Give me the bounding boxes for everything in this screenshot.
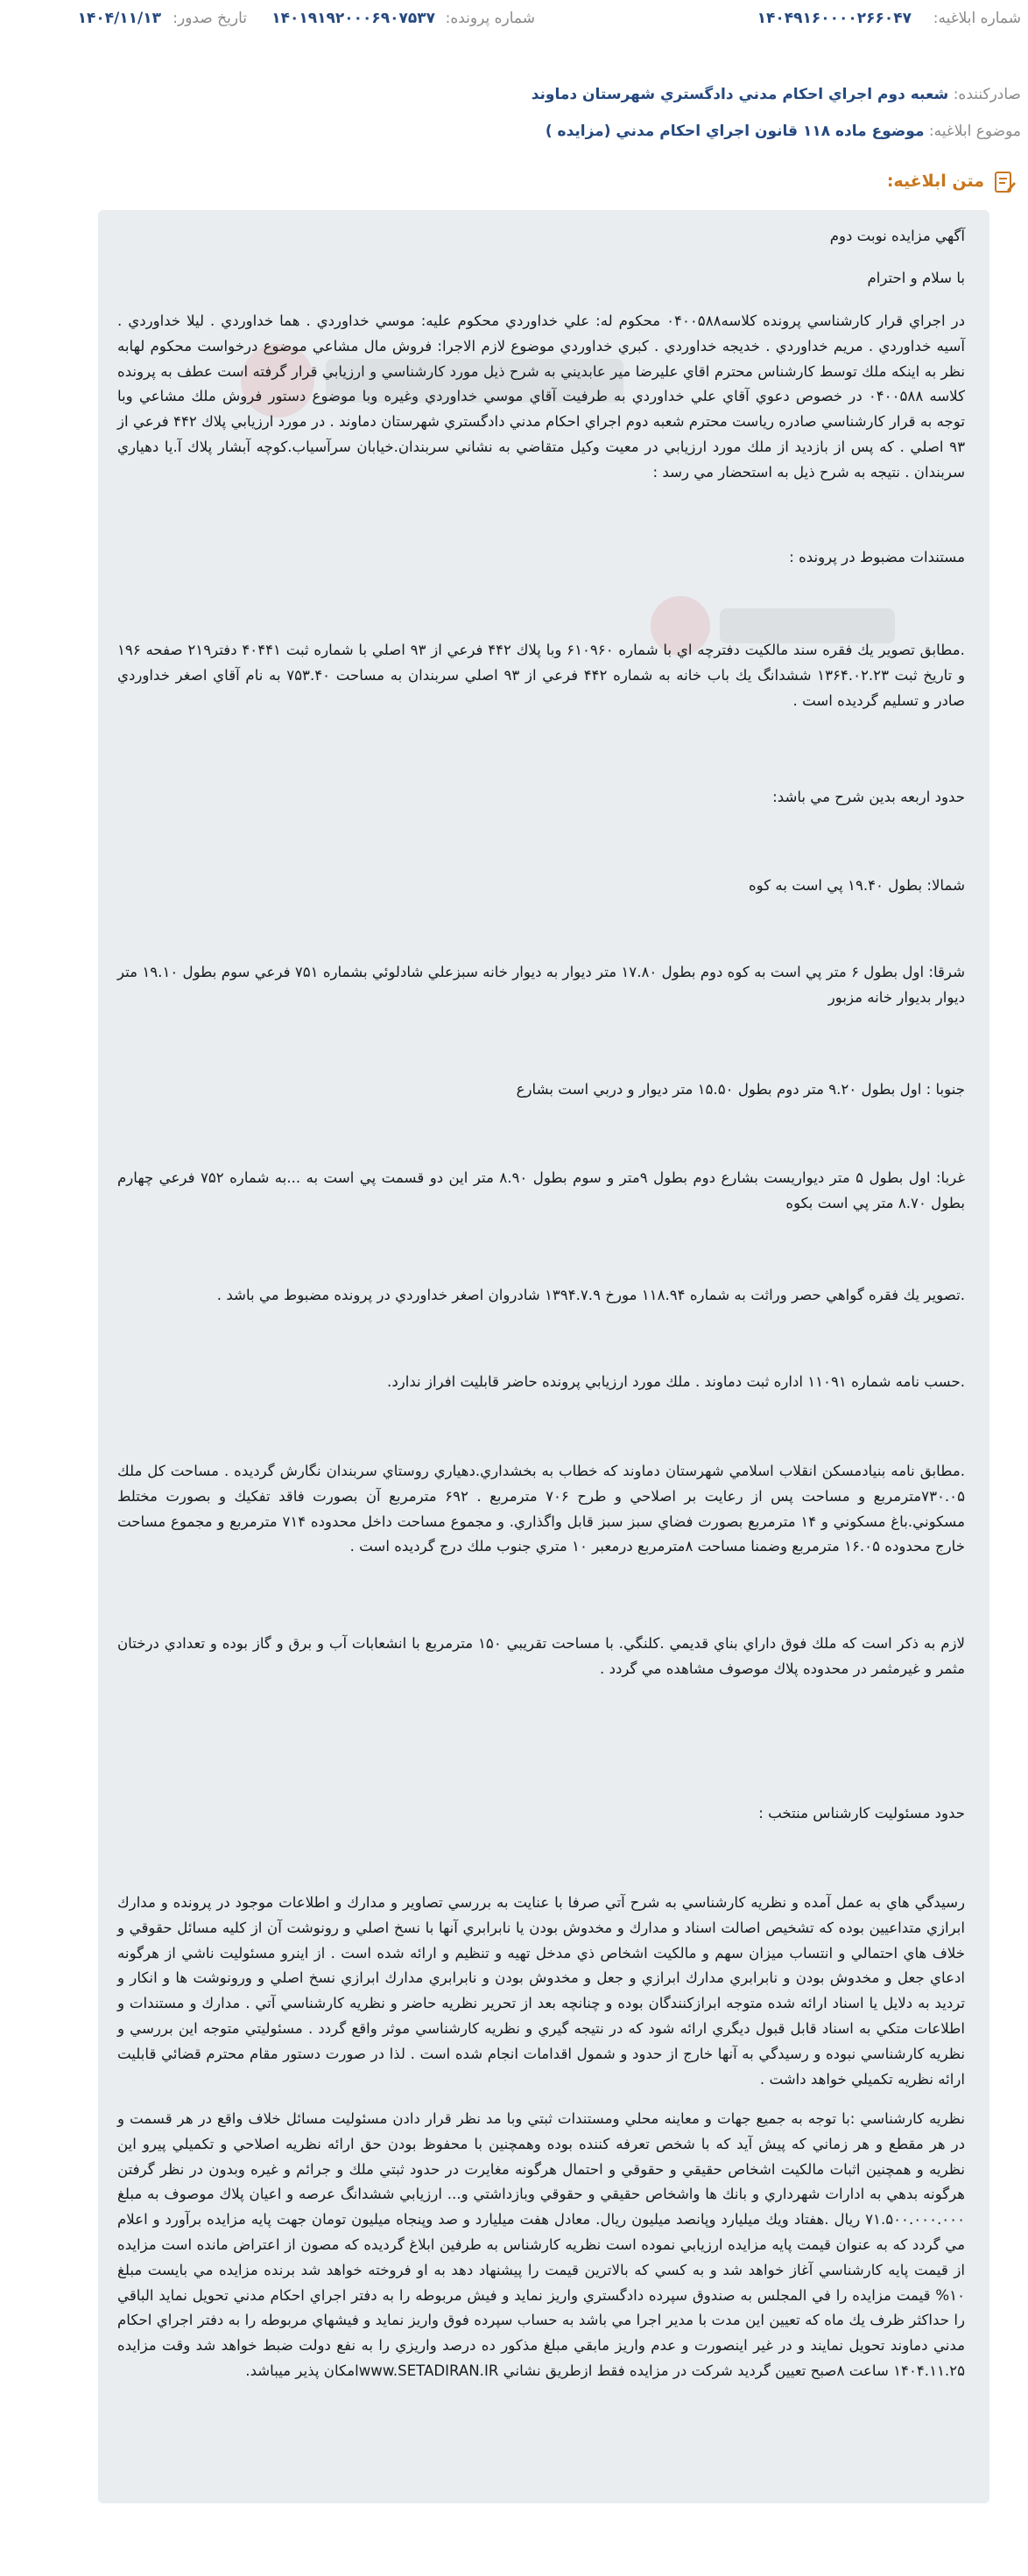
section-title-row	[0, 166, 1028, 201]
subject-line	[546, 123, 1021, 140]
body-paragraph: شرقا: اول بطول ۶ متر پي است به كوه دوم بطول ۱۷.۸۰ متر ديوار به ديوار خانه سبزعلي شادلوئي بشماره ۷۵۱ فرعي سوم بطول ۱۹.۱۰ متر ديوار بديوار خانه مزبور	[117, 964, 965, 1006]
body-paragraph: .مطابق نامه بنيادمسكن انقلاب اسلامي شهرستان دماوند كه خطاب به بخشداري.دهياري روستاي سربندان نگارش گرديده . مساحت كل ملك ۷۳۰.۰۵مترمربع و مساحت پس از رعايت بر اصلاحي و طرح ۷۰۶ مترمربع . ۶۹۲ مترمربع آن بصورت فاقد تفكيك و بصورت مختلط مسكوني.باغ مسكوني و ۱۴ مترمربع بصورت فضاي سبز سبز قابل واگذاري. و مجموع مساحت داخل محدوده ۷۱۴ مترمربع و مجموع مساحت خارج محدوده ۱۶.۰۵ مترمربع وضمنا مساحت ۸مترمربع درمعبر ۱۰ متري جنوب ملك درج گرديده است .	[117, 1463, 966, 1555]
section-title: متن ابلاغيه:	[886, 172, 984, 191]
case-number-label: شماره پرونده:	[445, 10, 535, 27]
issuer-line	[532, 86, 1021, 103]
issue-date: ۱۴۰۴/۱۱/۱۳	[77, 10, 161, 27]
header-row-1	[0, 0, 1028, 35]
body-paragraph: لازم به ذكر است كه ملك فوق داراي بناي قديمي .كلنگي. با مساحت تقريبي ۱۵۰ مترمربع با انشعابات آب و برق و گاز بوده و تعدادي درختان مثمر و غيرمثمر در محدوده پلاك موصوف مشاهده مي گردد .	[117, 1635, 965, 1677]
document-edit-icon	[993, 169, 1016, 195]
body-paragraph: جنوبا : اول بطول ۹.۲۰ متر دوم بطول ۱۵.۵۰ متر ديوار و دربي است بشارع	[516, 1081, 965, 1098]
issuer-label: صادرکننده:	[953, 86, 1021, 103]
body-paragraph: با سلام و احترام	[867, 270, 965, 286]
notice-number-label: شماره ابلاغيه:	[933, 10, 1021, 27]
body-paragraph: .حسب نامه شماره ۱۱۰۹۱ اداره ثبت دماوند . ملك مورد ارزيابي پرونده حاضر قابليت افراز ندارد.	[387, 1373, 965, 1390]
body-paragraph: مستندات مضبوط در پرونده :	[789, 549, 965, 565]
body-paragraph: آگهي مزايده نوبت دوم	[829, 228, 965, 244]
body-paragraph: رسيدگي هاي به عمل آمده و نظريه كارشناسي به شرح آتي صرفا با عنايت به بررسي تصاوير و مدارك و اطلاعات موجود در پرونده و مدارك ابرازي متداعيين بوده كه تشخيص اصالت اسناد و مدارك و مخدوش بودن يا نابرابري آنها با نسخ اصلي و رونوشت آن از كليه مسائل حقوقي و خلاف هاي احتمالي و انتساب ميزان سهم و مالكيت اشخاص ذي مدخل تهيه و تنظيم و ارائه شده است . از اينرو مسئوليت ناشي از هرگونه ادعاي جعل و مخدوش بودن و نابرابري مدارك ابرازي و جعل و مخدوش بودن و نابرابري مدارك ابرازي نسخ اصلي و ورونوشت ها و انكار و ترديد به دلايل يا اسناد ارائه شده متوجه ابرازكنندگان بوده و چنانچه بعد از تحرير نظريه حاضر و نظريه كارشناسي آتي . مدارك و مستندات و اطلاعات متكي به اسناد قابل قبول ديگري ارائه شود كه در نتيجه گيري و نظريه كارشناسي موثر واقع گردد . مسئوليتي متوجه اين بررسي و نظريه كارشناسي نبوده و رسيدگي به آنها خارج از حدود و شمول اقدامات انجام شده است . لذا در صورت دستور مقام محترم قضائي قابليت ارائه نظريه تكميلي خواهد داشت .	[117, 1894, 965, 2088]
body-paragraph: نظريه كارشناسي :با توجه به جميع جهات و معاينه محلي ومستندات ثبتي وبا مد نظر قرار دادن مسئوليت مسائل خلاف واقع در هر قسمت و در هر مقطع و هر زماني كه پيش آيد كه با شخص تعرفه كننده بوده وهمچنين با محفوظ بودن حق ارائه نظريه اصلاحي و تكميلي پيرو اين نظريه و همچنين اثبات مالكيت اشخاص حقيقي و حقوقي و احتمال هرگونه مغايرت در حدود ثبتي ملك و جرائم و غيره وبدون در نظر گرفتن هرگونه بدهي به ادارات شهرداري و بانك ها واشخاص حقيقي و حقوقي وبازداشتي و... ارزيابي ششدانگ عرصه و اعيان پلاك موصوف به مبلغ ۷۱.۵۰۰.۰۰۰.۰۰۰ ريال .هفتاد ويك ميليارد وپانصد ميليون ريال. معادل هفت ميليارد و صد وپنجاه ميليون تومان جهت پايه مزايده برآورد و اعلام مي گردد كه به عنوان قيمت پايه مزايده ارزيابي نموده است نظريه كارشناس به طرفين ابلاغ گرديده كه مصون از اعتراض مانده است مزايده از قيمت پايه كارشناسي آغاز خواهد شد و به كسي كه بالاترين قيمت را پيشنهاد دهد به او فروخته خواهد شد برنده مزايده مي بايست مبلغ ۱۰% قيمت مزايده را في المجلس به صندوق سپرده دادگستري واريز نمايد و فيش مربوطه را به دفتر اجراي احكام مدني تحويل نمايد الباقي را حداكثر ظرف يك ماه كه تعيين اين مدت با مدير اجرا مي باشد به حساب سپرده فوق واريز نمايد و فيشهاي مربوطه را به دفتر اجراي احكام مدني دماوند تحويل نمايند و در غير اينصورت و عدم واريز مابقي مبلغ مذكور ده درصد واريزي را به نفع دولت ضبط خواهد شد وقت مزايده ۱۴۰۴.۱۱.۲۵ ساعت ۸صبح تعيين گرديد شركت در مزايده فقط ازطريق نشاني www.SETADIRAN.IRامكان پذير ميباشد.	[117, 2110, 965, 2379]
body-paragraph: .مطابق تصوير يك فقره سند مالكيت دفترچه اي با شماره ۶۱۰۹۶۰ وبا پلاك ۴۴۲ فرعي از ۹۳ اصلي با شماره ثبت ۴۰۴۴۱ دفتر۲۱۹ صفحه ۱۹۶ و تاريخ ثبت ۱۳۶۴.۰۲.۲۳ ششدانگ يك باب خانه به شماره ۴۴۲ فرعي از ۹۳ اصلي سربندان به مساحت ۷۵۳.۴۰ به نام آقاي اصغر خداوردي صادر و تسليم گرديده است .	[117, 642, 965, 709]
case-number: ۱۴۰۱۹۱۹۲۰۰۰۶۹۰۷۵۳۷	[271, 10, 435, 27]
body-paragraph: حدود مسئوليت كارشناس منتخب :	[758, 1805, 965, 1821]
subject-label: موضوع ابلاغيه:	[928, 123, 1021, 140]
notice-number: ۱۴۰۴۹۱۶۰۰۰۰۲۶۶۰۴۷	[757, 10, 912, 27]
body-paragraph: .تصوير يك فقره گواهي حصر وراثت به شماره ۱۱۸.۹۴ مورخ ۱۳۹۴.۷.۹ شادروان اصغر خداوردي در پرونده مضبوط مي باشد .	[216, 1287, 965, 1303]
subject-value: موضوع ماده ۱۱۸ قانون اجراي احکام مدني (مزايده )	[545, 123, 925, 140]
issuer-value: شعبه دوم اجراي احكام مدني دادگستري شهرستان دماوند	[531, 86, 949, 103]
notice-body-panel	[98, 210, 989, 2503]
body-paragraph: در اجراي قرار كارشناسي پرونده كلاسه۰۴۰۰۵۸۸ محكوم له: علي خداوردي محكوم عليه: موسي خداوردي . هما خداوردي . ليلا خداوردي . آسيه خداوردي . مريم خداوردي . خديجه خداوردي . كبري خداوردي موضوع لازم الاجرا: فروش مال مشاعي موضوع درخواست محكوم لهابه نظر به اينكه ملك توسط كارشناس محترم اقاي عليرضا مير عابديني به شرح ذيل مورد كارشناسي و ارزيابي قرار گرفته است عطف به پرونده كلاسه ۰۴۰۰۵۸۸ در خصوص دعوي آقاي علي خداوردي به طرفيت آقاي موسي خداوردي وغيره وبا موضوع دستور فروش ملك مشاعي وبا توجه به قرار كارشناسي صادره رياست محترم شعبه دوم اجراي احكام مدني دادگستري شهرستان دماوند . در مورد ارزيابي پلاك ۴۴۲ فرعي از ۹۳ اصلي . كه پس از بازديد از ملك مورد ارزيابي در معيت وكيل متقاضي به نشاني سربندان.خيابان سرآسياب.كوچه آبشار پلاك آ.يا دهياري سربندان . نتيجه به شرح ذيل به استحضار مي رسد :	[117, 312, 965, 481]
issue-date-label: تاريخ صدور:	[173, 10, 247, 27]
body-paragraph: حدود اربعه بدين شرح مي باشد:	[772, 789, 965, 805]
body-paragraph: غربا: اول بطول ۵ متر ديواريست بشارع دوم بطول ۹متر و سوم بطول ۸.۹۰ متر اين دو قسمت پي است به ...به شماره ۷۵۲ فرعي چهارم بطول ۸.۷۰ متر پي است بكوه	[117, 1169, 965, 1211]
header-row-2	[0, 39, 1028, 74]
body-paragraph: شمالا: بطول ۱۹.۴۰ پي است به كوه	[748, 877, 965, 894]
